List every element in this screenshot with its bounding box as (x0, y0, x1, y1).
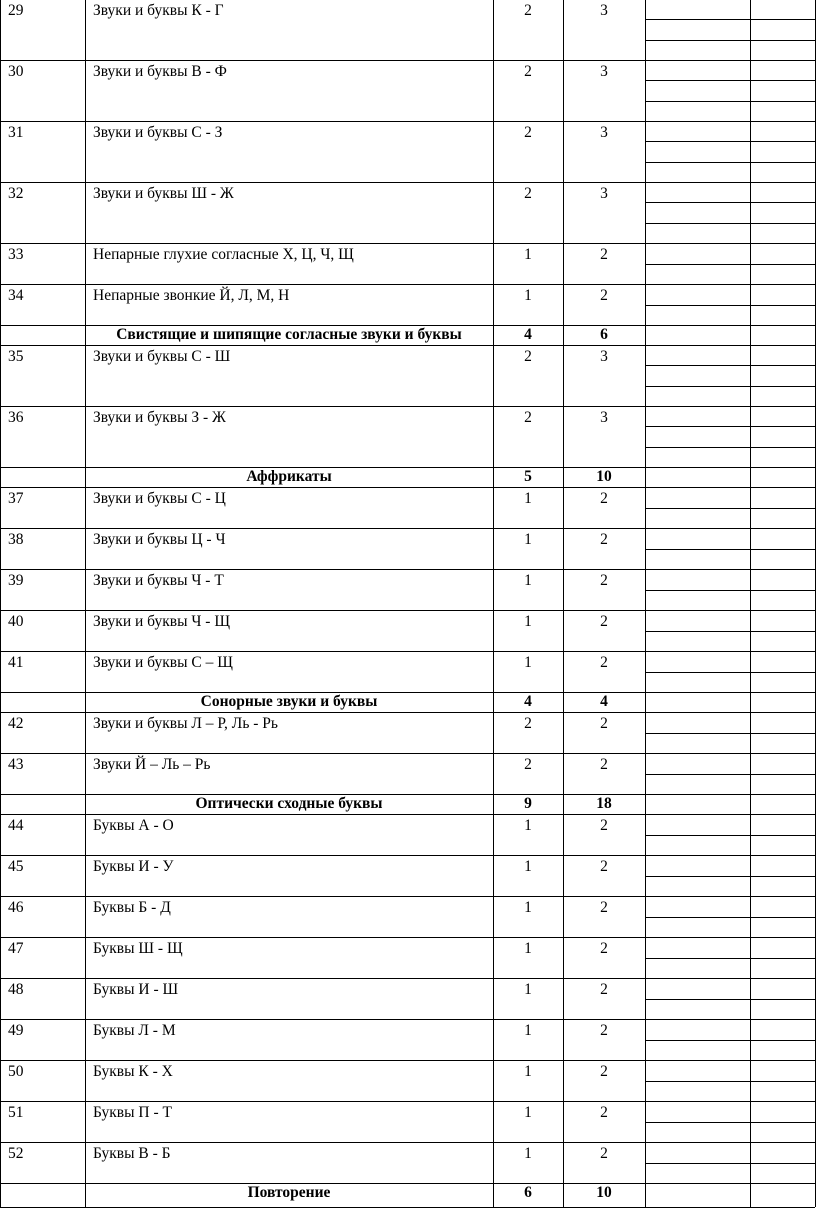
column-border (85, 60, 86, 121)
empty-cell-divider (645, 1163, 815, 1164)
row-border (750, 651, 815, 652)
column-border (0, 855, 1, 896)
row-border (750, 1101, 815, 1102)
table-bottom-border (0, 1207, 815, 1208)
column-border (0, 978, 1, 1019)
column-border (0, 0, 1, 60)
row-border (0, 610, 750, 611)
lesson-title: Буквы Ш - Щ (93, 940, 183, 957)
lesson-number: 34 (8, 287, 24, 304)
column-border (0, 937, 1, 978)
column-border (85, 487, 86, 528)
hours-value: 1 (524, 613, 532, 630)
row-border (750, 855, 815, 856)
row-border (750, 610, 815, 611)
column-border (645, 325, 646, 345)
hours-total-value: 2 (600, 1063, 608, 1080)
column-border (85, 896, 86, 937)
column-border (85, 1060, 86, 1101)
lesson-title: Буквы А - О (93, 817, 174, 834)
section-heading: Сонорные звуки и буквы (200, 693, 378, 710)
column-border (0, 60, 1, 121)
hours-value: 2 (524, 185, 532, 202)
hours-total-value: 2 (600, 715, 608, 732)
lesson-title: Буквы К - Х (93, 1063, 173, 1080)
lesson-title: Звуки и буквы Л – Р, Ль - Рь (93, 715, 278, 732)
row-border (0, 855, 750, 856)
row-border (750, 794, 815, 795)
empty-cell-divider (645, 1081, 815, 1082)
lesson-title: Буквы Л - М (93, 1022, 176, 1039)
empty-cell-divider (645, 917, 815, 918)
column-border (0, 182, 1, 243)
lesson-number: 33 (8, 246, 24, 263)
column-border (750, 325, 751, 345)
hours-value: 1 (524, 1145, 532, 1162)
lesson-title: Звуки и буквы С - Ш (93, 348, 231, 365)
column-border (85, 528, 86, 569)
lesson-title: Непарные звонкие Й, Л, М, Н (93, 287, 290, 304)
empty-cell-divider (645, 672, 815, 673)
empty-cell-divider (645, 774, 815, 775)
empty-cell-divider (645, 733, 815, 734)
column-border (0, 243, 1, 284)
column-border (0, 1019, 1, 1060)
hours-value: 1 (524, 1104, 532, 1121)
section-hours-total: 18 (596, 795, 612, 812)
row-border (750, 1183, 815, 1184)
column-border (0, 121, 1, 182)
column-border (645, 182, 646, 243)
column-border (85, 855, 86, 896)
lesson-number: 36 (8, 409, 24, 426)
empty-cell-divider (645, 999, 815, 1000)
row-border (750, 814, 815, 815)
lesson-title: Буквы Б - Д (93, 899, 171, 916)
column-border (85, 243, 86, 284)
row-border (0, 1142, 750, 1143)
empty-cell-divider (645, 80, 815, 81)
empty-cell-divider (645, 876, 815, 877)
hours-total-value: 2 (600, 531, 608, 548)
row-border (0, 243, 750, 244)
section-heading: Оптически сходные буквы (195, 795, 383, 812)
column-border (645, 1183, 646, 1207)
hours-value: 1 (524, 1022, 532, 1039)
column-border (85, 182, 86, 243)
column-border (645, 406, 646, 467)
column-border (0, 651, 1, 692)
column-border (85, 569, 86, 610)
column-border (750, 121, 751, 182)
row-border (0, 1101, 750, 1102)
column-border (750, 345, 751, 406)
empty-cell-divider (645, 264, 815, 265)
hours-value: 1 (524, 899, 532, 916)
row-border (750, 1060, 815, 1061)
row-border (0, 406, 750, 407)
empty-cell-divider (645, 305, 815, 306)
hours-value: 1 (524, 1063, 532, 1080)
row-border (750, 1019, 815, 1020)
column-border (0, 467, 1, 487)
column-border (750, 0, 751, 60)
column-border (750, 60, 751, 121)
row-border (0, 1019, 750, 1020)
lesson-title: Звуки и буквы Ч - Т (93, 572, 224, 589)
lesson-number: 41 (8, 654, 24, 671)
lesson-title: Звуки и буквы Ц - Ч (93, 531, 226, 548)
column-border (0, 692, 1, 712)
row-border (750, 692, 815, 693)
column-border (85, 937, 86, 978)
section-hours: 4 (524, 326, 532, 343)
column-border (85, 651, 86, 692)
hours-total-value: 3 (600, 409, 608, 426)
lesson-number: 49 (8, 1022, 24, 1039)
row-border (0, 651, 750, 652)
empty-cell-divider (645, 631, 815, 632)
row-border (750, 121, 815, 122)
column-border (85, 345, 86, 406)
column-border (0, 794, 1, 814)
column-border (0, 406, 1, 467)
hours-total-value: 2 (600, 654, 608, 671)
column-border (0, 487, 1, 528)
hours-value: 1 (524, 531, 532, 548)
empty-cell-divider (645, 365, 815, 366)
row-border (0, 978, 750, 979)
hours-value: 1 (524, 490, 532, 507)
column-border (85, 121, 86, 182)
column-border (750, 182, 751, 243)
row-border (750, 753, 815, 754)
column-border (0, 1183, 1, 1207)
hours-total-value: 3 (600, 124, 608, 141)
row-border (750, 345, 815, 346)
column-border (0, 712, 1, 753)
lesson-number: 42 (8, 715, 24, 732)
row-border (750, 406, 815, 407)
column-border (645, 692, 646, 712)
hours-total-value: 2 (600, 1104, 608, 1121)
lesson-title: Звуки и буквы С - Ц (93, 490, 226, 507)
column-border (750, 794, 751, 814)
column-border (0, 528, 1, 569)
hours-value: 2 (524, 348, 532, 365)
column-border (0, 1101, 1, 1142)
column-border (0, 325, 1, 345)
column-border (750, 692, 751, 712)
hours-value: 1 (524, 654, 532, 671)
hours-value: 2 (524, 409, 532, 426)
hours-total-value: 3 (600, 185, 608, 202)
row-border (750, 467, 815, 468)
hours-total-value: 3 (600, 348, 608, 365)
row-border (750, 325, 815, 326)
lesson-title: Непарные глухие согласные Х, Ц, Ч, Щ (93, 246, 354, 263)
lesson-number: 38 (8, 531, 24, 548)
empty-cell-divider (645, 426, 815, 427)
column-border (85, 1019, 86, 1060)
empty-cell-divider (645, 958, 815, 959)
empty-cell-divider (645, 223, 815, 224)
column-border (0, 753, 1, 794)
section-hours-total: 4 (600, 693, 608, 710)
hours-total-value: 3 (600, 63, 608, 80)
hours-total-value: 2 (600, 572, 608, 589)
lesson-number: 29 (8, 2, 24, 19)
row-border (750, 528, 815, 529)
column-border (85, 814, 86, 855)
lesson-title: Звуки и буквы С – Щ (93, 654, 233, 671)
hours-value: 2 (524, 63, 532, 80)
section-hours-total: 10 (596, 468, 612, 485)
row-border (0, 712, 750, 713)
lesson-number: 32 (8, 185, 24, 202)
empty-cell-divider (645, 447, 815, 448)
hours-total-value: 2 (600, 858, 608, 875)
empty-cell-divider (645, 1122, 815, 1123)
hours-value: 1 (524, 246, 532, 263)
empty-cell-divider (645, 202, 815, 203)
hours-value: 1 (524, 940, 532, 957)
lesson-number: 30 (8, 63, 24, 80)
row-border (0, 60, 750, 61)
row-border (0, 937, 750, 938)
column-border (645, 794, 646, 814)
row-border (750, 182, 815, 183)
hours-value: 2 (524, 715, 532, 732)
hours-total-value: 2 (600, 246, 608, 263)
section-heading: Свистящие и шипящие согласные звуки и буквы (116, 326, 462, 343)
row-border (750, 978, 815, 979)
lesson-title: Звуки и буквы В - Ф (93, 63, 227, 80)
column-border (0, 896, 1, 937)
empty-cell-divider (645, 101, 815, 102)
hours-total-value: 2 (600, 899, 608, 916)
row-border (0, 1060, 750, 1061)
lesson-title: Звуки и буквы Ч - Щ (93, 613, 230, 630)
section-hours-total: 10 (596, 1184, 612, 1201)
row-border (750, 1142, 815, 1143)
lesson-number: 51 (8, 1104, 24, 1121)
empty-cell-divider (645, 141, 815, 142)
column-border (85, 610, 86, 651)
section-heading: Аффрикаты (246, 468, 332, 485)
hours-total-value: 3 (600, 2, 608, 19)
section-hours: 6 (524, 1184, 532, 1201)
empty-cell-divider (645, 19, 815, 20)
empty-cell-divider (645, 40, 815, 41)
column-border (645, 0, 646, 60)
section-hours: 4 (524, 693, 532, 710)
hours-total-value: 2 (600, 981, 608, 998)
hours-total-value: 2 (600, 287, 608, 304)
column-border (0, 814, 1, 855)
hours-value: 2 (524, 124, 532, 141)
lesson-number: 50 (8, 1063, 24, 1080)
column-border (0, 1060, 1, 1101)
lesson-number: 31 (8, 124, 24, 141)
hours-total-value: 2 (600, 490, 608, 507)
hours-value: 2 (524, 756, 532, 773)
empty-cell-divider (645, 386, 815, 387)
lesson-title: Буквы В - Б (93, 1145, 171, 1162)
empty-cell-divider (645, 508, 815, 509)
hours-total-value: 2 (600, 613, 608, 630)
empty-cell-divider (645, 549, 815, 550)
lesson-number: 46 (8, 899, 24, 916)
lesson-number: 52 (8, 1145, 24, 1162)
column-border (645, 121, 646, 182)
column-border (750, 406, 751, 467)
lesson-title: Буквы П - Т (93, 1104, 172, 1121)
row-border (750, 569, 815, 570)
empty-cell-divider (645, 162, 815, 163)
row-border (0, 753, 750, 754)
row-border (0, 121, 750, 122)
lesson-title: Звуки и буквы Ш - Ж (93, 185, 234, 202)
row-border (750, 284, 815, 285)
hours-total-value: 2 (600, 756, 608, 773)
section-heading: Повторение (247, 1184, 331, 1201)
empty-cell-divider (645, 1040, 815, 1041)
column-border (645, 60, 646, 121)
row-border (750, 60, 815, 61)
empty-cell-divider (645, 590, 815, 591)
lesson-number: 37 (8, 490, 24, 507)
column-border (0, 1142, 1, 1183)
lesson-number: 40 (8, 613, 24, 630)
row-border (0, 814, 750, 815)
column-border (0, 610, 1, 651)
row-border (750, 243, 815, 244)
hours-value: 1 (524, 817, 532, 834)
lesson-number: 47 (8, 940, 24, 957)
row-border (0, 345, 750, 346)
hours-value: 1 (524, 981, 532, 998)
row-border (0, 896, 750, 897)
hours-value: 1 (524, 287, 532, 304)
empty-cell-divider (645, 835, 815, 836)
column-border (85, 712, 86, 753)
lesson-title: Звуки Й – Ль – Рь (93, 756, 211, 773)
row-border (0, 528, 750, 529)
section-hours: 9 (524, 795, 532, 812)
hours-total-value: 2 (600, 940, 608, 957)
row-border (0, 182, 750, 183)
row-border (750, 937, 815, 938)
lesson-number: 39 (8, 572, 24, 589)
column-border (0, 345, 1, 406)
lesson-number: 45 (8, 858, 24, 875)
lesson-title: Звуки и буквы К - Г (93, 2, 224, 19)
row-border (0, 284, 750, 285)
row-border (0, 569, 750, 570)
column-border (85, 1142, 86, 1183)
row-border (0, 487, 750, 488)
lesson-number: 35 (8, 348, 24, 365)
column-border (750, 467, 751, 487)
section-hours: 5 (524, 468, 532, 485)
hours-total-value: 2 (600, 1145, 608, 1162)
hours-value: 1 (524, 858, 532, 875)
column-border (0, 569, 1, 610)
lesson-title: Звуки и буквы С - З (93, 124, 223, 141)
column-border (85, 406, 86, 467)
column-border (85, 753, 86, 794)
lesson-number: 44 (8, 817, 24, 834)
lesson-number: 43 (8, 756, 24, 773)
row-border (750, 712, 815, 713)
column-border (85, 0, 86, 60)
lesson-title: Буквы И - У (93, 858, 174, 875)
hours-total-value: 2 (600, 817, 608, 834)
hours-value: 2 (524, 2, 532, 19)
lesson-title: Звуки и буквы З - Ж (93, 409, 226, 426)
lesson-title: Буквы И - Ш (93, 981, 179, 998)
column-border (0, 284, 1, 325)
section-hours-total: 6 (600, 326, 608, 343)
column-border (750, 1183, 751, 1207)
column-border (645, 467, 646, 487)
column-border (85, 284, 86, 325)
hours-value: 1 (524, 572, 532, 589)
hours-total-value: 2 (600, 1022, 608, 1039)
column-border (85, 1101, 86, 1142)
column-border (645, 345, 646, 406)
lesson-number: 48 (8, 981, 24, 998)
row-border (750, 487, 815, 488)
row-border (750, 896, 815, 897)
column-border (85, 978, 86, 1019)
